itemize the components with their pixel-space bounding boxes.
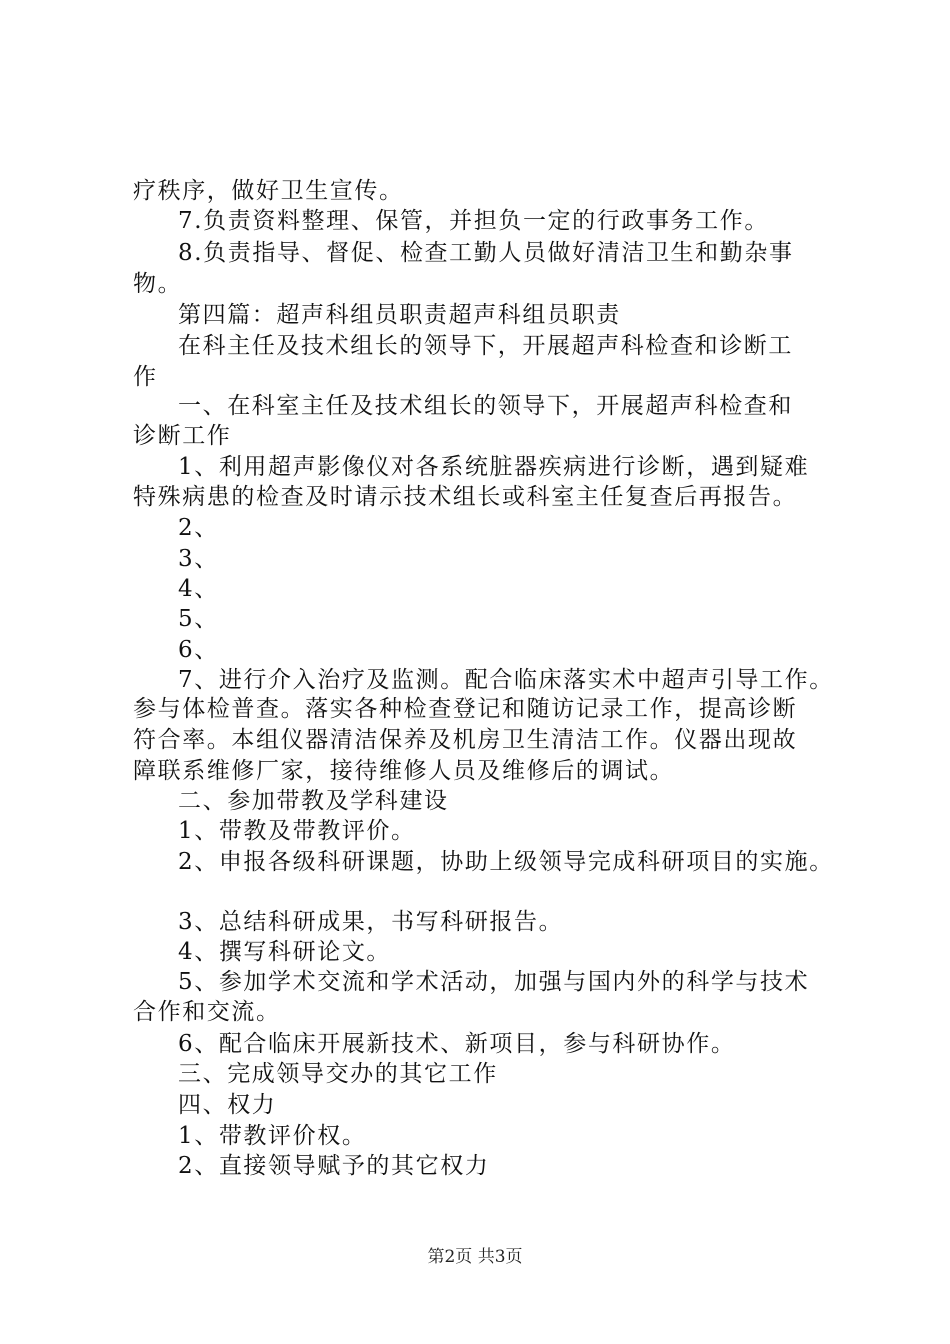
section-heading: 三、完成领导交办的其它工作 <box>178 1061 498 1087</box>
list-item: 2、申报各级科研课题，协助上级领导完成科研项目的实施。 <box>178 849 834 875</box>
list-item: 2、 <box>178 515 219 541</box>
text-line: 8.负责指导、督促、检查工勤人员做好清洁卫生和勤杂事 <box>178 240 794 266</box>
list-item: 6、配合临床开展新技术、新项目，参与科研协作。 <box>178 1031 736 1057</box>
list-item: 2、直接领导赋予的其它权力 <box>178 1153 490 1179</box>
list-item: 1、带教评价权。 <box>178 1123 367 1149</box>
list-item: 3、总结科研成果，书写科研报告。 <box>178 909 564 935</box>
section-heading: 四、权力 <box>178 1092 277 1118</box>
list-item: 4、 <box>178 576 219 602</box>
text-line: 在科主任及技术组长的领导下，开展超声科检查和诊断工 <box>178 333 793 359</box>
list-item: 3、 <box>178 546 219 572</box>
text-line: 一、在科室主任及技术组长的领导下，开展超声科检查和 <box>178 393 793 419</box>
page-number-footer: 第2页 共3页 <box>427 1247 523 1267</box>
text-line: 疗秩序，做好卫生宣传。 <box>133 178 404 204</box>
list-item: 5、 <box>178 606 219 632</box>
section-heading: 二、参加带教及学科建设 <box>178 788 449 814</box>
text-line: 7.负责资料整理、保管，并担负一定的行政事务工作。 <box>178 208 769 234</box>
text-line: 作 <box>133 364 158 390</box>
text-line: 符合率。本组仪器清洁保养及机房卫生清洁工作。仪器出现故 <box>133 727 798 753</box>
list-item: 1、带教及带教评价。 <box>178 818 416 844</box>
text-line: 诊断工作 <box>133 423 232 449</box>
text-line: 7、进行介入治疗及监测。配合临床落实术中超声引导工作。 <box>178 667 834 693</box>
list-item: 6、 <box>178 637 219 663</box>
text-line: 物。 <box>133 271 183 297</box>
section-heading: 第四篇：超声科组员职责超声科组员职责 <box>178 302 621 328</box>
text-line: 障联系维修厂家，接待维修人员及维修后的调试。 <box>133 758 675 784</box>
list-item: 5、参加学术交流和学术活动，加强与国内外的科学与技术 <box>178 969 810 995</box>
text-line: 特殊病患的检查及时请示技术组长或科室主任复查后再报告。 <box>133 484 798 510</box>
list-item: 4、撰写科研论文。 <box>178 939 392 965</box>
text-line: 合作和交流。 <box>133 999 281 1025</box>
text-line: 参与体检普查。落实各种检查登记和随访记录工作，提高诊断 <box>133 696 798 722</box>
text-line: 1、利用超声影像仪对各系统脏器疾病进行诊断，遇到疑难 <box>178 454 810 480</box>
